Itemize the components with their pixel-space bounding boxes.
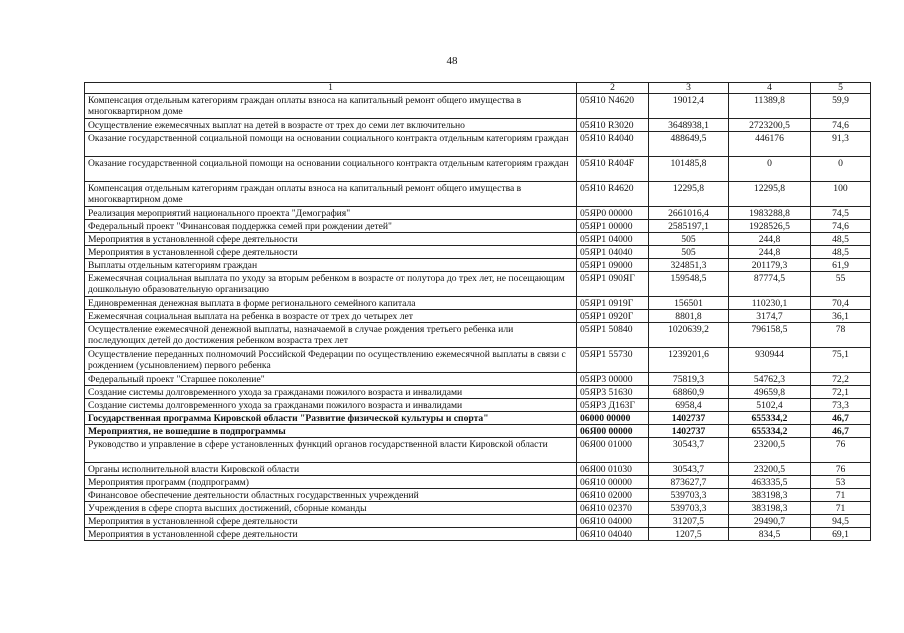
row-name-cell: Оказание государственной социальной помощи на основании социального контракта отдельным категориям граждан: [85, 157, 577, 182]
row-planned-cell: 505: [649, 233, 729, 246]
row-planned-cell: 12295,8: [649, 182, 729, 207]
row-actual-cell: 446176: [729, 132, 811, 157]
table-header-row: [85, 83, 871, 94]
row-actual-cell: 655334,2: [729, 425, 811, 438]
row-percent-cell: 76: [811, 438, 871, 463]
row-code-cell: 05ЯР1 55730: [577, 348, 649, 373]
row-planned-cell: 30543,7: [649, 438, 729, 463]
row-actual-cell: 12295,8: [729, 182, 811, 207]
row-code-cell: 05ЯР1 09000: [577, 259, 649, 272]
row-name-cell: Мероприятия в установленной сфере деятельности: [85, 515, 577, 528]
table-row: [85, 220, 871, 233]
table-row: [85, 207, 871, 220]
row-code-cell: 06Я10 02370: [577, 502, 649, 515]
row-code-cell: 05Я10 N4620: [577, 94, 649, 119]
row-planned-cell: 156501: [649, 297, 729, 310]
row-name-cell: Финансовое обеспечение деятельности областных государственных учреждений: [85, 489, 577, 502]
table-row: [85, 438, 871, 463]
table-row: [85, 157, 871, 182]
row-actual-cell: 1983288,8: [729, 207, 811, 220]
row-actual-cell: 5102,4: [729, 399, 811, 412]
column-header: 5: [811, 83, 871, 94]
row-code-cell: 05ЯР1 090ЯГ: [577, 272, 649, 297]
row-name-cell: Мероприятия, не вошедшие в подпрограммы: [85, 425, 577, 438]
row-code-cell: 05ЯР3 Д163Г: [577, 399, 649, 412]
row-planned-cell: 1020639,2: [649, 323, 729, 348]
row-percent-cell: 74,6: [811, 119, 871, 132]
column-header: 3: [649, 83, 729, 94]
row-actual-cell: 54762,3: [729, 373, 811, 386]
row-percent-cell: 73,3: [811, 399, 871, 412]
table-row: [85, 463, 871, 476]
row-percent-cell: 48,5: [811, 246, 871, 259]
row-name-cell: Мероприятия в установленной сфере деятельности: [85, 246, 577, 259]
table-row: [85, 489, 871, 502]
row-percent-cell: 78: [811, 323, 871, 348]
column-header: 2: [577, 83, 649, 94]
row-name-cell: Выплаты отдельным категориям граждан: [85, 259, 577, 272]
row-percent-cell: 69,1: [811, 528, 871, 541]
table-row: [85, 399, 871, 412]
table-row: [85, 476, 871, 489]
row-code-cell: 05ЯР1 04040: [577, 246, 649, 259]
table-row: [85, 119, 871, 132]
table-row: [85, 246, 871, 259]
row-planned-cell: 324851,3: [649, 259, 729, 272]
row-planned-cell: 488649,5: [649, 132, 729, 157]
table-row: [85, 515, 871, 528]
row-percent-cell: 75,1: [811, 348, 871, 373]
row-name-cell: Ежемесячная социальная выплата по уходу за вторым ребенком в возрасте от полутора до трех лет, не посещающим дошкольную образовательную организацию: [85, 272, 577, 297]
table-row: [85, 297, 871, 310]
row-actual-cell: 49659,8: [729, 386, 811, 399]
table-row: [85, 323, 871, 348]
row-name-cell: Компенсация отдельным категориям граждан оплаты взноса на капитальный ремонт общего имущества в многоквартирном доме: [85, 182, 577, 207]
row-planned-cell: 539703,3: [649, 502, 729, 515]
row-percent-cell: 94,5: [811, 515, 871, 528]
row-actual-cell: 29490,7: [729, 515, 811, 528]
row-percent-cell: 71: [811, 489, 871, 502]
row-code-cell: 05ЯР1 0920Г: [577, 310, 649, 323]
row-actual-cell: 3174,7: [729, 310, 811, 323]
row-actual-cell: 463335,5: [729, 476, 811, 489]
row-actual-cell: 201179,3: [729, 259, 811, 272]
row-name-cell: Государственная программа Кировской области "Развитие физической культуры и спорта": [85, 412, 577, 425]
table-row: [85, 373, 871, 386]
row-actual-cell: 23200,5: [729, 463, 811, 476]
row-code-cell: 06Я00 01000: [577, 438, 649, 463]
table-row: [85, 259, 871, 272]
row-actual-cell: 655334,2: [729, 412, 811, 425]
row-planned-cell: 505: [649, 246, 729, 259]
row-planned-cell: 19012,4: [649, 94, 729, 119]
row-name-cell: Создание системы долговременного ухода за гражданами пожилого возраста и инвалидами: [85, 386, 577, 399]
table-row: [85, 94, 871, 119]
row-name-cell: Федеральный проект "Финансовая поддержка семей при рождении детей": [85, 220, 577, 233]
row-planned-cell: 31207,5: [649, 515, 729, 528]
table-row: [85, 182, 871, 207]
row-name-cell: Руководство и управление в сфере установленных функций органов государственной власти Кировской области: [85, 438, 577, 463]
row-code-cell: 05ЯР1 04000: [577, 233, 649, 246]
row-code-cell: 05ЯР1 0919Г: [577, 297, 649, 310]
row-percent-cell: 55: [811, 272, 871, 297]
row-name-cell: Осуществление ежемесячных выплат на детей в возрасте от трех до семи лет включительно: [85, 119, 577, 132]
row-actual-cell: 383198,3: [729, 489, 811, 502]
table-row: [85, 272, 871, 297]
row-name-cell: Оказание государственной социальной помощи на основании социального контракта отдельным категориям граждан: [85, 132, 577, 157]
row-code-cell: 06Я10 04040: [577, 528, 649, 541]
table-row: [85, 233, 871, 246]
row-name-cell: Компенсация отдельным категориям граждан оплаты взноса на капитальный ремонт общего имущества в многоквартирном доме: [85, 94, 577, 119]
column-header: 1: [85, 83, 577, 94]
row-percent-cell: 46,7: [811, 412, 871, 425]
table-row: [85, 386, 871, 399]
row-planned-cell: 1239201,6: [649, 348, 729, 373]
row-planned-cell: 159548,5: [649, 272, 729, 297]
row-actual-cell: 2723200,5: [729, 119, 811, 132]
row-name-cell: Создание системы долговременного ухода за гражданами пожилого возраста и инвалидами: [85, 399, 577, 412]
row-actual-cell: 834,5: [729, 528, 811, 541]
row-percent-cell: 48,5: [811, 233, 871, 246]
row-code-cell: 05ЯР1 50840: [577, 323, 649, 348]
row-planned-cell: 30543,7: [649, 463, 729, 476]
row-actual-cell: 0: [729, 157, 811, 182]
row-code-cell: 06Я10 02000: [577, 489, 649, 502]
row-planned-cell: 1402737: [649, 412, 729, 425]
row-name-cell: Осуществление ежемесячной денежной выплаты, назначаемой в случае рождения третьего ребенка или последующих детей до достижения ребенком возраста трех лет: [85, 323, 577, 348]
table-row: [85, 425, 871, 438]
row-name-cell: Мероприятия в установленной сфере деятельности: [85, 528, 577, 541]
row-code-cell: 06Я10 04000: [577, 515, 649, 528]
row-code-cell: 05ЯР0 00000: [577, 207, 649, 220]
row-actual-cell: 11389,8: [729, 94, 811, 119]
row-planned-cell: 6958,4: [649, 399, 729, 412]
row-code-cell: 05ЯР1 00000: [577, 220, 649, 233]
row-code-cell: 05Я10 R4620: [577, 182, 649, 207]
row-planned-cell: 75819,3: [649, 373, 729, 386]
row-planned-cell: 8801,8: [649, 310, 729, 323]
row-percent-cell: 59,9: [811, 94, 871, 119]
row-name-cell: Единовременная денежная выплата в форме регионального семейного капитала: [85, 297, 577, 310]
row-planned-cell: 2585197,1: [649, 220, 729, 233]
row-name-cell: Федеральный проект "Старшее поколение": [85, 373, 577, 386]
row-percent-cell: 74,5: [811, 207, 871, 220]
row-name-cell: Мероприятия программ (подпрограмм): [85, 476, 577, 489]
row-percent-cell: 72,1: [811, 386, 871, 399]
row-percent-cell: 71: [811, 502, 871, 515]
row-code-cell: 05Я10 R4040: [577, 132, 649, 157]
row-code-cell: 05Я10 R404F: [577, 157, 649, 182]
row-percent-cell: 72,2: [811, 373, 871, 386]
row-planned-cell: 3648938,1: [649, 119, 729, 132]
row-actual-cell: 244,8: [729, 233, 811, 246]
row-planned-cell: 873627,7: [649, 476, 729, 489]
row-name-cell: Ежемесячная социальная выплата на ребенка в возрасте от трех до четырех лет: [85, 310, 577, 323]
row-actual-cell: 23200,5: [729, 438, 811, 463]
row-code-cell: 05ЯР3 51630: [577, 386, 649, 399]
row-name-cell: Реализация мероприятий национального проекта "Демография": [85, 207, 577, 220]
budget-table: [84, 82, 871, 541]
row-percent-cell: 53: [811, 476, 871, 489]
row-planned-cell: 68860,9: [649, 386, 729, 399]
table-row: [85, 502, 871, 515]
row-actual-cell: 244,8: [729, 246, 811, 259]
row-planned-cell: 539703,3: [649, 489, 729, 502]
table-row: [85, 132, 871, 157]
row-percent-cell: 100: [811, 182, 871, 207]
row-actual-cell: 796158,5: [729, 323, 811, 348]
row-actual-cell: 87774,5: [729, 272, 811, 297]
row-percent-cell: 70,4: [811, 297, 871, 310]
row-actual-cell: 110230,1: [729, 297, 811, 310]
row-code-cell: 06Я10 00000: [577, 476, 649, 489]
row-code-cell: 06000 00000: [577, 412, 649, 425]
row-name-cell: Учреждения в сфере спорта высших достижений, сборные команды: [85, 502, 577, 515]
row-percent-cell: 46,7: [811, 425, 871, 438]
row-percent-cell: 0: [811, 157, 871, 182]
row-percent-cell: 91,3: [811, 132, 871, 157]
row-planned-cell: 101485,8: [649, 157, 729, 182]
page-number: 48: [446, 55, 458, 67]
table-body: [85, 94, 871, 541]
row-percent-cell: 61,9: [811, 259, 871, 272]
row-code-cell: 06Я00 01030: [577, 463, 649, 476]
row-percent-cell: 76: [811, 463, 871, 476]
row-actual-cell: 383198,3: [729, 502, 811, 515]
row-code-cell: 05ЯР3 00000: [577, 373, 649, 386]
row-percent-cell: 36,1: [811, 310, 871, 323]
row-planned-cell: 2661016,4: [649, 207, 729, 220]
row-actual-cell: 930944: [729, 348, 811, 373]
row-percent-cell: 74,6: [811, 220, 871, 233]
row-code-cell: 05Я10 R3020: [577, 119, 649, 132]
row-code-cell: 06Я00 00000: [577, 425, 649, 438]
table-row: [85, 528, 871, 541]
row-name-cell: Осуществление переданных полномочий Российской Федерации по осуществлению ежемесячной выплаты в связи с рождением (усыновлением) первого ребенка: [85, 348, 577, 373]
table-row: [85, 348, 871, 373]
row-name-cell: Органы исполнительной власти Кировской области: [85, 463, 577, 476]
row-name-cell: Мероприятия в установленной сфере деятельности: [85, 233, 577, 246]
table-row: [85, 412, 871, 425]
column-header: 4: [729, 83, 811, 94]
row-actual-cell: 1928526,5: [729, 220, 811, 233]
table-row: [85, 310, 871, 323]
row-planned-cell: 1207,5: [649, 528, 729, 541]
row-planned-cell: 1402737: [649, 425, 729, 438]
